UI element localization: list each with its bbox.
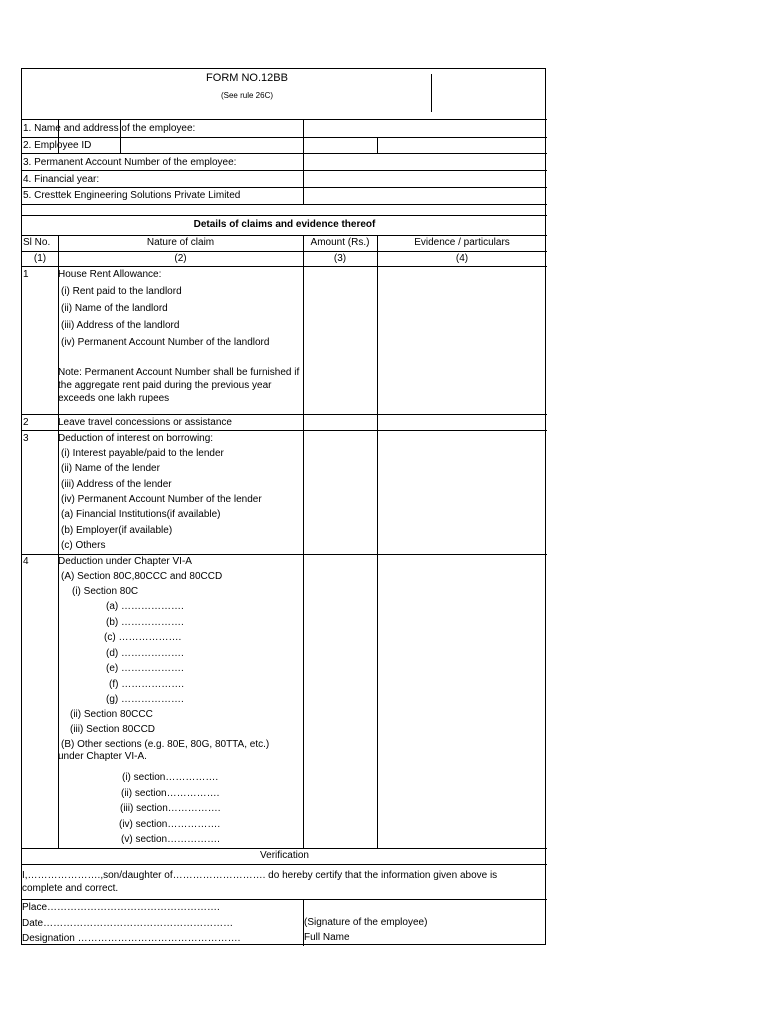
section-b-continued: under Chapter VI-A. bbox=[58, 751, 147, 762]
hra-item: (i) Rent paid to the landlord bbox=[61, 286, 182, 297]
hra-title: House Rent Allowance: bbox=[58, 269, 162, 280]
section-80c-item: (g) ………………. bbox=[106, 694, 184, 705]
divider bbox=[22, 153, 547, 154]
place-field: Place……………………………………………. bbox=[22, 902, 220, 913]
details-title: Details of claims and evidence thereof bbox=[193, 219, 376, 230]
interest-item: (iii) Address of the lender bbox=[61, 479, 172, 490]
other-section-item: (iii) section……………. bbox=[120, 803, 221, 814]
hra-note: Note: Permanent Account Number shall be furnished if the aggregate rent paid during the previous year exceeds one lakh rupees bbox=[58, 367, 300, 404]
section-80c-item: (a) ………………. bbox=[106, 601, 184, 612]
title-divider bbox=[431, 74, 432, 112]
interest-item: (iv) Permanent Account Number of the lender bbox=[61, 494, 262, 505]
section-b: (B) Other sections (e.g. 80E, 80G, 80TTA, etc.) bbox=[61, 739, 270, 750]
column-divider bbox=[303, 235, 304, 848]
divider bbox=[22, 251, 547, 252]
column-header-amount: Amount (Rs.) bbox=[310, 237, 370, 248]
hra-item: (ii) Name of the landlord bbox=[61, 303, 168, 314]
section-80c-item: (d) ………………. bbox=[106, 648, 184, 659]
cell-divider bbox=[377, 137, 378, 153]
form-12bb bbox=[21, 68, 546, 945]
divider bbox=[22, 235, 547, 236]
date-field: Date………………………………………………… bbox=[22, 918, 234, 929]
interest-title: Deduction of interest on borrowing: bbox=[58, 433, 214, 444]
divider bbox=[22, 848, 547, 849]
claim-number: 4 bbox=[23, 556, 29, 567]
divider bbox=[22, 266, 547, 267]
signature-label: (Signature of the employee) bbox=[304, 917, 428, 928]
divider bbox=[22, 899, 547, 900]
divider bbox=[22, 554, 547, 555]
divider bbox=[22, 414, 547, 415]
interest-item: (a) Financial Institutions(if available) bbox=[61, 509, 221, 520]
section-80c-item: (c) ………………. bbox=[104, 632, 182, 643]
employee-pan-label: 3. Permanent Account Number of the employee: bbox=[23, 157, 237, 168]
hra-item: (iii) Address of the landlord bbox=[61, 320, 180, 331]
interest-item: (i) Interest payable/paid to the lender bbox=[61, 448, 224, 459]
interest-item: (c) Others bbox=[61, 540, 106, 551]
column-header-evidence: Evidence / particulars bbox=[414, 237, 510, 248]
divider bbox=[22, 430, 547, 431]
divider bbox=[22, 170, 547, 171]
column-number: (1) bbox=[33, 253, 47, 264]
form-subtitle: (See rule 26C) bbox=[220, 91, 274, 100]
other-section-item: (i) section……………. bbox=[122, 772, 219, 783]
divider bbox=[22, 119, 547, 120]
employee-name-label: 1. Name and address of the employee: bbox=[23, 123, 196, 134]
column-number: (3) bbox=[333, 253, 347, 264]
divider bbox=[22, 215, 547, 216]
chapter-via-title: Deduction under Chapter VI-A bbox=[58, 556, 192, 567]
section-80ccd: (iii) Section 80CCD bbox=[70, 724, 156, 735]
cell-divider bbox=[303, 119, 304, 204]
section-80ccc: (ii) Section 80CCC bbox=[70, 709, 153, 720]
employee-id-label: 2. Employee ID bbox=[23, 140, 92, 151]
form-title: FORM NO.12BB bbox=[206, 72, 288, 84]
divider bbox=[22, 204, 547, 205]
verification-line: I,………………….,son/daughter of………………………. do hereby certify that the information given above is bbox=[22, 870, 498, 881]
interest-item: (ii) Name of the lender bbox=[61, 463, 160, 474]
divider bbox=[22, 864, 547, 865]
claim-number: 2 bbox=[23, 417, 29, 428]
verification-statement bbox=[22, 869, 547, 895]
section-80c: (i) Section 80C bbox=[72, 586, 139, 597]
hra-item: (iv) Permanent Account Number of the landlord bbox=[61, 337, 270, 348]
claim-number: 3 bbox=[23, 433, 29, 444]
column-header-sl-no: Sl No. bbox=[23, 237, 51, 248]
verification-title: Verification bbox=[260, 850, 309, 861]
section-80c-item: (f) ………………. bbox=[109, 679, 184, 690]
claim-number: 1 bbox=[23, 269, 29, 280]
column-divider bbox=[377, 235, 378, 848]
section-80c-item: (e) ………………. bbox=[106, 663, 184, 674]
designation-field: Designation …………………………………………. bbox=[22, 933, 241, 944]
company-label: 5. Cresttek Engineering Solutions Private Limited bbox=[23, 190, 241, 201]
interest-item: (b) Employer(if available) bbox=[61, 525, 173, 536]
verification-line: complete and correct. bbox=[22, 883, 119, 894]
column-number: (4) bbox=[455, 253, 469, 264]
financial-year-label: 4. Financial year: bbox=[23, 174, 100, 185]
divider bbox=[22, 187, 547, 188]
other-section-item: (ii) section……………. bbox=[121, 788, 220, 799]
ltc-title: Leave travel concessions or assistance bbox=[58, 417, 232, 428]
divider bbox=[22, 137, 547, 138]
section-a: (A) Section 80C,80CCC and 80CCD bbox=[61, 571, 223, 582]
section-80c-item: (b) ………………. bbox=[106, 617, 184, 628]
other-section-item: (v) section……………. bbox=[121, 834, 220, 845]
full-name-label: Full Name bbox=[304, 932, 350, 943]
column-number: (2) bbox=[174, 253, 187, 264]
column-header-nature: Nature of claim bbox=[146, 237, 215, 248]
other-section-item: (iv) section……………. bbox=[119, 819, 221, 830]
